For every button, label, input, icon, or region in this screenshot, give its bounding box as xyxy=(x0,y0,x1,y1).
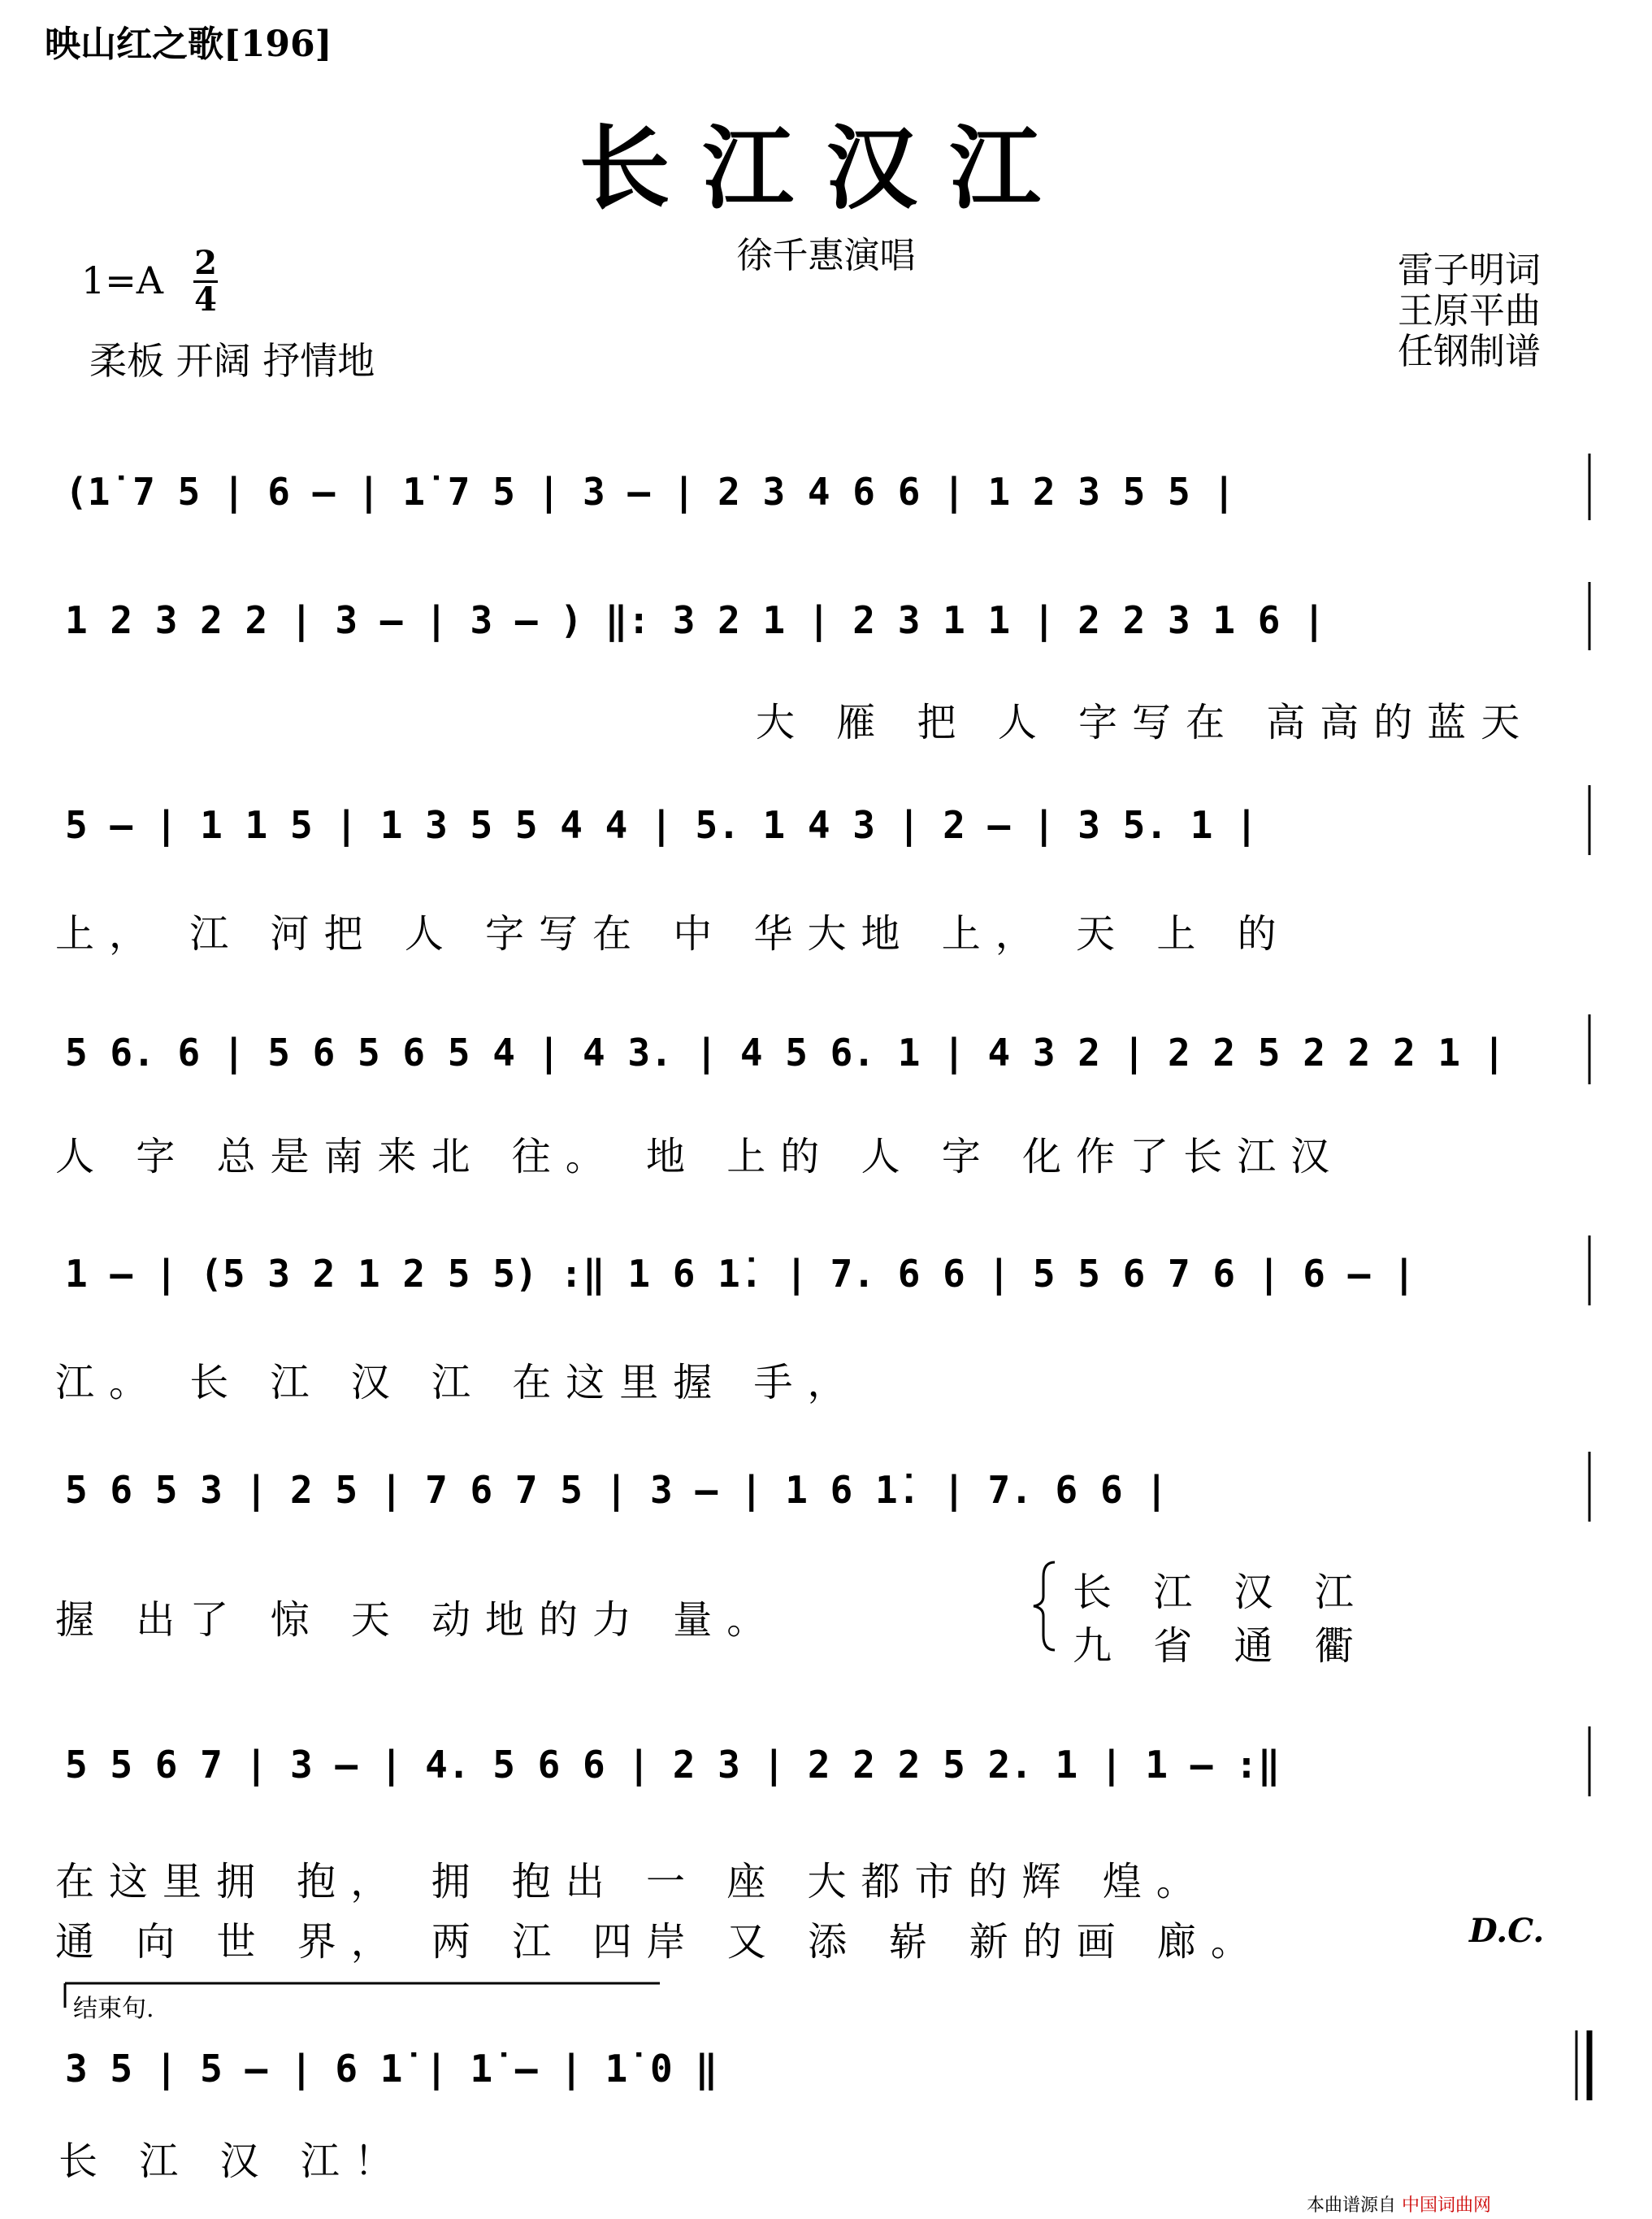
system-5-notes: 1 – | (5 3 2 1 2 5 5) :‖ 1 6 1̇. | 7. 6 6 | 5 5 6 7 6 | 6 – | xyxy=(65,1252,1416,1296)
dc-marking: D.C. xyxy=(1469,1912,1545,1950)
system-3-notes: 5 – | 1 1 5 | 1 3 5 5 4 4 | 5. 1 4 3 | 2 – | 3 5. 1 | xyxy=(65,803,1258,847)
tempo-marking: 柔板 开阔 抒情地 xyxy=(89,339,375,383)
system-6-notes: 5 6 5 3 | 2 5 | 7 6 7 5 | 3 – | 1 6 1̇. | 7. 6 6 | xyxy=(65,1468,1169,1512)
system-7-notes: 5 5 6 7 | 3 – | 4. 5 6 6 | 2 3 | 2 2 2 5 2. 1 | 1 – :‖ xyxy=(65,1743,1281,1787)
system-4-lyrics: 人 字 总是南来北 往。 地 上的 人 字 化作了长江汉 xyxy=(55,1134,1345,1179)
performer: 徐千惠演唱 xyxy=(736,235,916,276)
key-signature: 1=A xyxy=(81,258,164,302)
system-1-notes: (1̇ 7 5 | 6 – | 1̇ 7 5 | 3 – | 2 3 4 6 6 | 1 2 3 5 5 | xyxy=(65,470,1236,514)
system-2-notes: 1 2 3 2 2 | 3 – | 3 – ) ‖: 3 2 1 | 2 3 1 1 | 2 2 3 1 6 | xyxy=(65,598,1325,642)
verse-brace xyxy=(1034,1562,1055,1650)
verse-split-line-2: 九 省 通 衢 xyxy=(1073,1623,1368,1669)
meter-numerator: 2 xyxy=(194,244,217,282)
system-4-notes: 5 6. 6 | 5 6 5 6 5 4 | 4 3. | 4 5 6. 1 | 4 3 2 | 2 2 5 2 2 2 1 | xyxy=(65,1031,1506,1075)
source-prefix: 本曲谱源自 xyxy=(1307,2195,1397,2216)
meter-denominator: 4 xyxy=(194,280,217,319)
verse-split-line-1: 长 江 汉 江 xyxy=(1073,1570,1368,1615)
source-site-link[interactable]: 中国词曲网 xyxy=(1402,2195,1492,2216)
ending-label: 结束句. xyxy=(73,1995,154,2023)
transcriber: 任钢制谱 xyxy=(1398,331,1541,372)
system-6-lyrics: 握 出了 惊 天 动地的力 量。 xyxy=(55,1597,781,1643)
lyricist: 雷子明词 xyxy=(1398,250,1541,291)
system-7-lyrics-verse-1: 在这里拥 抱， 拥 抱出 一 座 大都市的辉 煌。 xyxy=(55,1859,1210,1904)
song-title: 长江汉江 xyxy=(579,115,1073,222)
system-8-lyrics: 长 江 汉 江！ xyxy=(59,2139,408,2184)
composer: 王原平曲 xyxy=(1398,290,1541,332)
system-5-lyrics: 江。 长 江 汉 江 在这里握 手， xyxy=(55,1360,861,1405)
system-2-lyrics: 大 雁 把 人 字写在 高高的蓝天 xyxy=(756,700,1535,745)
system-8-notes: 3 5 | 5 – | 6 1̇ | 1̇ – | 1̇ 0 ‖ xyxy=(65,2047,718,2091)
series-label: 映山红之歌[196] xyxy=(45,24,332,65)
system-3-lyrics: 上， 江 河把 人 字写在 中 华大地 上， 天 上 的 xyxy=(55,911,1291,957)
system-7-lyrics-verse-2: 通 向 世 界， 两 江 四岸 又 添 崭 新的画 廊。 xyxy=(55,1919,1264,1965)
